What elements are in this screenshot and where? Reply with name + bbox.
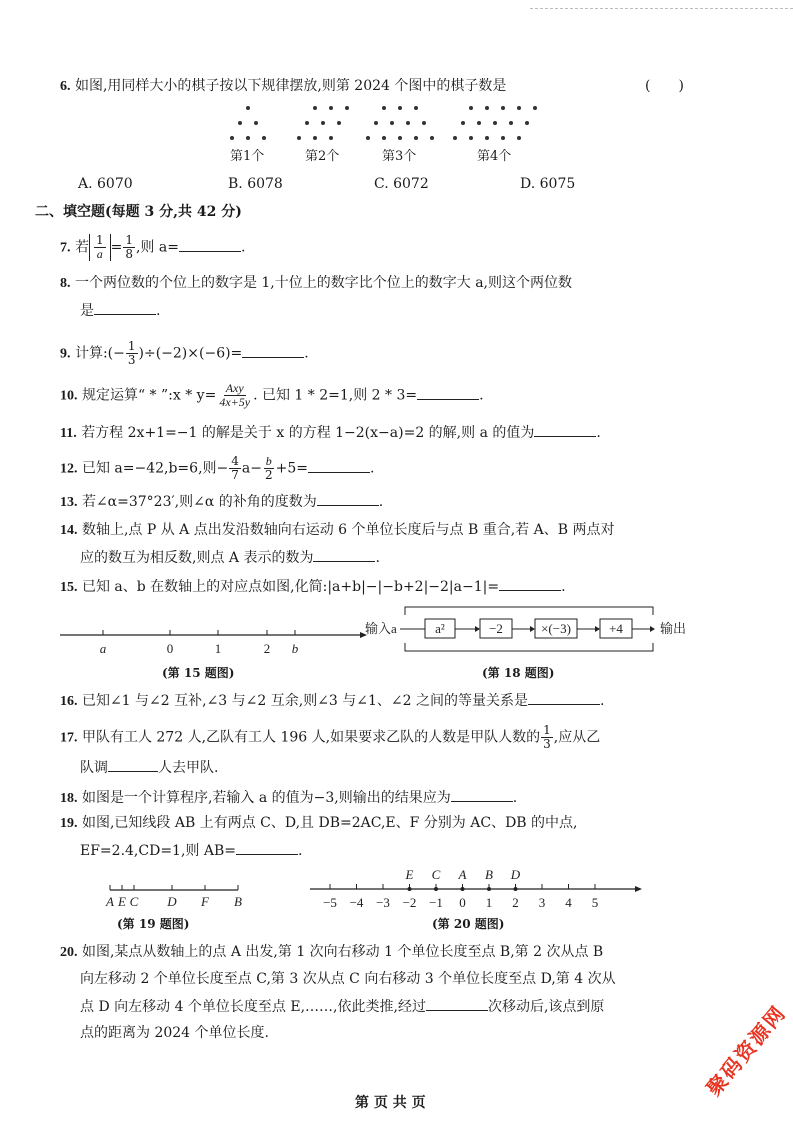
chess-piece <box>493 121 497 125</box>
chess-piece <box>382 106 386 110</box>
figure-15-number-line <box>55 620 375 665</box>
answer-blank[interactable] <box>313 547 375 562</box>
tick-label: 2 <box>263 641 271 656</box>
answer-blank[interactable] <box>308 458 370 473</box>
answer-blank[interactable] <box>108 757 158 772</box>
flow-output-label: 输出 <box>660 621 687 636</box>
option-c: C. 6072 <box>374 176 429 192</box>
chess-piece <box>297 136 301 140</box>
question-19: 19. 如图,已知线段 AB 上有两点 C、D,且 DB=2AC,E、F 分别为 AC、DB 的中点, <box>60 815 578 831</box>
point-marker <box>461 887 465 891</box>
figure-19-segment <box>100 870 250 910</box>
answer-blank[interactable] <box>426 996 488 1011</box>
question-13: 13. 若∠α=37°23′,则∠α 的补角的度数为 . <box>60 491 383 513</box>
point-label: D <box>510 867 521 882</box>
tick-label: −2 <box>402 895 417 910</box>
option-d: D. 6075 <box>520 176 576 192</box>
chess-piece <box>305 121 309 125</box>
tick-label: a <box>99 641 107 656</box>
chess-piece <box>398 106 402 110</box>
flow-box-label: −2 <box>489 621 503 636</box>
chess-piece <box>414 106 418 110</box>
tick-label: −5 <box>323 895 337 910</box>
figure-19-caption: (第 19 题图) <box>117 917 190 931</box>
question-8: 8. 一个两位数的个位上的数字是 1,十位上的数字比个位上的数字大 a,则这个两位数 <box>60 275 573 291</box>
answer-blank[interactable] <box>94 300 156 315</box>
flow-box-label: +4 <box>609 621 623 636</box>
question-16: 16. 已知∠1 与∠2 互补,∠3 与∠2 互余,则∠3 与∠1、∠2 之间的等量关系是 . <box>60 690 604 712</box>
answer-blank[interactable] <box>179 237 241 252</box>
point-label: E <box>118 894 126 909</box>
figure-20-caption: (第 20 题图) <box>432 917 505 931</box>
question-17: 17. 甲队有工人 272 人,乙队有工人 196 人,如果要求乙队的人数是甲队人数的 $\frac{1}{3}$ ,应从乙 <box>60 723 601 751</box>
tick-label: 0 <box>459 895 466 910</box>
point-label: B <box>234 894 242 909</box>
chess-piece <box>262 136 266 140</box>
option-a: A. 6070 <box>78 176 133 192</box>
chess-piece <box>461 121 465 125</box>
chess-piece <box>246 106 250 110</box>
chess-piece <box>366 136 370 140</box>
chess-piece <box>517 106 521 110</box>
chess-piece <box>422 121 426 125</box>
loop-line <box>405 643 653 651</box>
question-18: 18. 如图是一个计算程序,若输入 a 的值为−3,则输出的结果应为 . <box>60 787 517 809</box>
page-footer: 第 页 共 页 <box>355 1095 426 1111</box>
question-20-line3: 点 D 向左移动 4 个单位长度至点 E,……,依此类推,经过 次移动后,该点到原 <box>80 996 604 1017</box>
chess-piece <box>230 136 234 140</box>
tick-label: 1 <box>485 895 493 910</box>
question-9: 9. 计算:(− $\frac{1}{3}$ )÷(−2)×(−6)= . <box>60 339 309 367</box>
question-20-line2: 向左移动 2 个单位长度至点 C,第 3 次从点 C 向右移动 3 个单位长度至点 D,第 4 次从 <box>80 971 616 987</box>
option-b: B. 6078 <box>228 176 283 192</box>
chess-piece <box>453 136 457 140</box>
chess-piece <box>525 121 529 125</box>
chess-piece <box>246 136 250 140</box>
point-label: E <box>405 867 414 882</box>
chess-piece <box>238 121 242 125</box>
point-label: A <box>106 894 114 909</box>
question-14-line2: 应的数互为相反数,则点 A 表示的数为 . <box>80 547 380 568</box>
point-label: F <box>201 894 209 909</box>
tick-label: 0 <box>166 641 174 656</box>
point-marker <box>487 887 491 891</box>
tick-label: 2 <box>512 895 519 910</box>
figure-label: 第2个 <box>305 149 340 164</box>
section-title: 二、填空题(每题 3 分,共 42 分) <box>35 204 242 220</box>
loop-line <box>405 607 653 615</box>
answer-blank[interactable] <box>236 840 298 855</box>
tick-label: 4 <box>565 895 572 910</box>
figure-label: 第3个 <box>382 149 417 164</box>
question-14: 14. 数轴上,点 P 从 A 点出发沿数轴向右运动 6 个单位长度后与点 B 重合,若 A、B 两点对 <box>60 522 615 538</box>
question-10: 10. 规定运算“ * ”:x * y= $\frac{\text{Axy}}{4x+5y}$ . 已知 1 * 2=1,则 2 * 3= . <box>60 381 484 409</box>
chess-piece <box>313 136 317 140</box>
chess-piece <box>517 136 521 140</box>
chess-piece <box>430 136 434 140</box>
tick-label: b <box>291 641 299 656</box>
chess-piece <box>501 106 505 110</box>
point-label: B <box>485 867 493 882</box>
question-19-line2: EF=2.4,CD=1,则 AB= . <box>80 840 302 861</box>
question-11: 11. 若方程 2x+1=−1 的解是关于 x 的方程 1−2(x−a)=2 的解,则 a 的值为 . <box>60 422 601 444</box>
point-marker <box>514 887 518 891</box>
answer-blank[interactable] <box>317 491 379 506</box>
tick-label: −1 <box>429 895 443 910</box>
chess-piece <box>321 121 325 125</box>
chess-piece <box>485 106 489 110</box>
flow-box-label: a² <box>435 621 445 636</box>
chess-piece <box>329 106 333 110</box>
answer-paren: ( ) <box>645 78 684 94</box>
chess-piece <box>374 121 378 125</box>
chess-piece <box>390 121 394 125</box>
question-8-line2: 是 . <box>80 300 160 321</box>
tick-label: −3 <box>376 895 390 910</box>
point-label: C <box>431 867 441 882</box>
tick-label: 3 <box>538 895 546 910</box>
figure-label: 第1个 <box>230 149 265 164</box>
point-label: D <box>167 894 177 909</box>
figure-18-flowchart <box>360 605 700 660</box>
question-6: 6. 如图,用同样大小的棋子按以下规律摆放,则第 2024 个图中的棋子数是 <box>60 78 507 94</box>
chess-piece <box>345 106 349 110</box>
chess-piece <box>501 136 505 140</box>
point-label: A <box>458 867 467 882</box>
figure-20-number-line <box>300 865 645 915</box>
chess-piece <box>533 106 537 110</box>
answer-blank[interactable] <box>451 787 513 802</box>
chess-piece <box>337 121 341 125</box>
answer-blank[interactable] <box>242 343 304 358</box>
question-7: 7. 若 $\frac{1}{a}$ = $\frac{1}{8}$ ,则 a= . <box>60 233 246 261</box>
answer-blank[interactable] <box>499 576 561 591</box>
question-17-line2: 队调 人去甲队. <box>80 757 218 778</box>
chess-piece <box>469 106 473 110</box>
chess-piece <box>469 136 473 140</box>
point-marker <box>434 887 438 891</box>
chess-piece <box>509 121 513 125</box>
chess-piece <box>485 136 489 140</box>
chess-piece <box>414 136 418 140</box>
flow-input-label: 输入a <box>365 621 397 636</box>
watermark-stamp: 聚码资源网 <box>701 1000 791 1101</box>
question-20: 20. 如图,某点从数轴上的点 A 出发,第 1 次向右移动 1 个单位长度至点 B,第 2 次从点 B <box>60 944 604 960</box>
chess-piece <box>477 121 481 125</box>
chess-piece <box>398 136 402 140</box>
figure-18-caption: (第 18 题图) <box>482 666 555 680</box>
figure-label: 第4个 <box>477 149 512 164</box>
answer-blank[interactable] <box>534 422 596 437</box>
chess-piece <box>329 136 333 140</box>
point-label: C <box>129 894 139 909</box>
question-12: 12. 已知 a=−42,b=6,则− $\frac{4}{7}$ a− $\frac{b}{2}$ +5= . <box>60 454 375 482</box>
question-15: 15. 已知 a、b 在数轴上的对应点如图,化简:|a+b|−|−b+2|−2|a−1|= . <box>60 576 566 598</box>
tick-label: 5 <box>591 895 599 910</box>
answer-blank[interactable] <box>528 690 600 705</box>
figure-15-caption: (第 15 题图) <box>162 666 235 680</box>
chess-piece <box>406 121 410 125</box>
chess-piece <box>313 106 317 110</box>
tick-label: 1 <box>214 641 222 656</box>
chess-piece <box>382 136 386 140</box>
tick-label: −4 <box>349 895 364 910</box>
chess-piece <box>254 121 258 125</box>
question-20-line4: 点的距离为 2024 个单位长度. <box>80 1025 269 1041</box>
point-marker <box>408 887 412 891</box>
flow-box-label: ×(−3) <box>541 621 571 636</box>
top-divider <box>530 8 793 9</box>
answer-blank[interactable] <box>417 385 479 400</box>
